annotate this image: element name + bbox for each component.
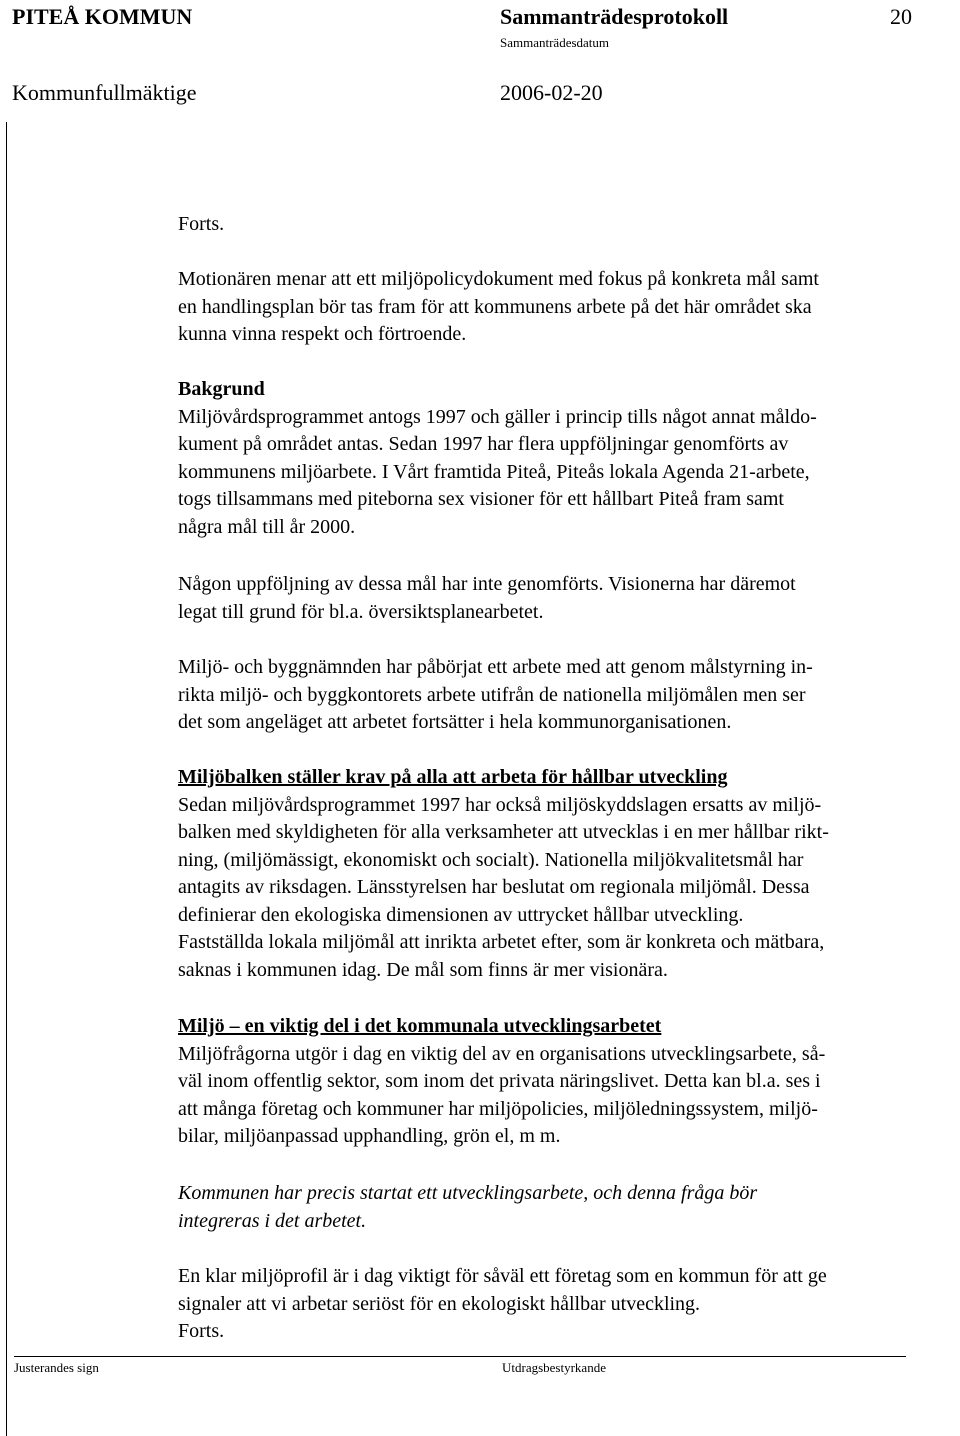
paragraph-miljo-och-byggnamnden: Miljö- och byggnämnden har påbörjat ett arbete med att genom målstyrning in- rikta miljö- och byggkontorets arbete utifrån de nationella miljömålen men ser det som angeläget att arbetet fortsätter i hela kommunorganisationen. <box>178 656 813 733</box>
document-type: Sammanträdesprotokoll <box>500 4 729 29</box>
continued-label-top: Forts. <box>178 213 225 235</box>
section-miljobalken: Miljöbalken ställer krav på alla att arbeta för hållbar utveckling Sedan miljövårdsprogrammet 1997 har också miljöskyddslagen ersatts av miljö- balken med skyldigheten för alla verksamheter att utvecklas i en mer hållbar rikt- ning, (miljömässigt, ekonomiskt och socialt). Nationella miljökvalitetsmål har antagits av riksdagen. Länsstyrelsen har beslutat om regionala miljömål. Dessa definierar den ekologiska dimensionen av uttrycket hållbar utveckling. Fastställda lokala miljömål att inrikta arbetet efter, som är konkreta och mätbara, saknas i kommunen idag. De mål som finns är mer visionära. <box>178 764 960 984</box>
continued-label-bottom: Forts. <box>178 1320 225 1342</box>
section-utvecklingsarbetet: Miljö – en viktig del i det kommunala utvecklingsarbetet Miljöfrågorna utgör i dag en viktig del av en organisations utvecklingsarbete, så- väl inom offentlig sektor, som inom det privata näringslivet. Detta kan bl.a. ses i att många företag och kommuner har miljöpolicies, miljöledningssystem, miljö- bilar, miljöanpassad upphandling, grön el, m m. <box>178 1013 960 1151</box>
heading-bakgrund: Bakgrund <box>178 378 265 400</box>
heading-utvecklingsarbetet: Miljö – en viktig del i det kommunala utvecklingsarbetet <box>178 1015 662 1037</box>
paragraph-italic-note: Kommunen har precis startat ett utvecklingsarbete, och denna fråga bör integreras i det arbetet. <box>178 1182 758 1232</box>
page-number: 20 <box>890 4 912 29</box>
footer-signature-label: Justerandes sign <box>14 1360 99 1375</box>
footer-certification-label: Utdragsbestyrkande <box>502 1360 606 1375</box>
date-label: Sammanträdesdatum <box>500 35 610 50</box>
organization-name: PITEÅ KOMMUN <box>12 4 193 29</box>
paragraph-uppfoljning: Någon uppföljning av dessa mål har inte genomförts. Visionerna har däremot legat till grund för bl.a. översiktsplanearbetet. <box>178 573 796 623</box>
section-bakgrund: Bakgrund Miljövårdsprogrammet antogs 1997 och gäller i princip tills något annat måldo- kument på området antas. Sedan 1997 har flera uppföljningar genomförts av kommunens miljöarbete. I Vårt framtida Piteå, Piteås lokala Agenda 21-arbete, togs tillsammans med piteborna sex visioner för ett hållbart Piteå fram samt några mål till år 2000. <box>178 376 960 541</box>
margin-line <box>6 122 7 1436</box>
meeting-date: 2006-02-20 <box>500 80 603 105</box>
paragraph-miljoprofil: En klar miljöprofil är i dag viktigt för såväl ett företag som en kommun för att ge signaler att vi arbetar seriöst för en ekologiskt hållbar utveckling. Forts. <box>178 1263 960 1346</box>
heading-miljobalken: Miljöbalken ställer krav på alla att arbeta för hållbar utveckling <box>178 766 728 788</box>
committee-name: Kommunfullmäktige <box>12 80 197 105</box>
paragraph-motion: Motionären menar att ett miljöpolicydokument med fokus på konkreta mål samt en handlingsplan bör tas fram för att kommunens arbete på det här området ska kunna vinna respekt och förtroende. <box>178 268 819 345</box>
footer-divider <box>14 1356 906 1357</box>
